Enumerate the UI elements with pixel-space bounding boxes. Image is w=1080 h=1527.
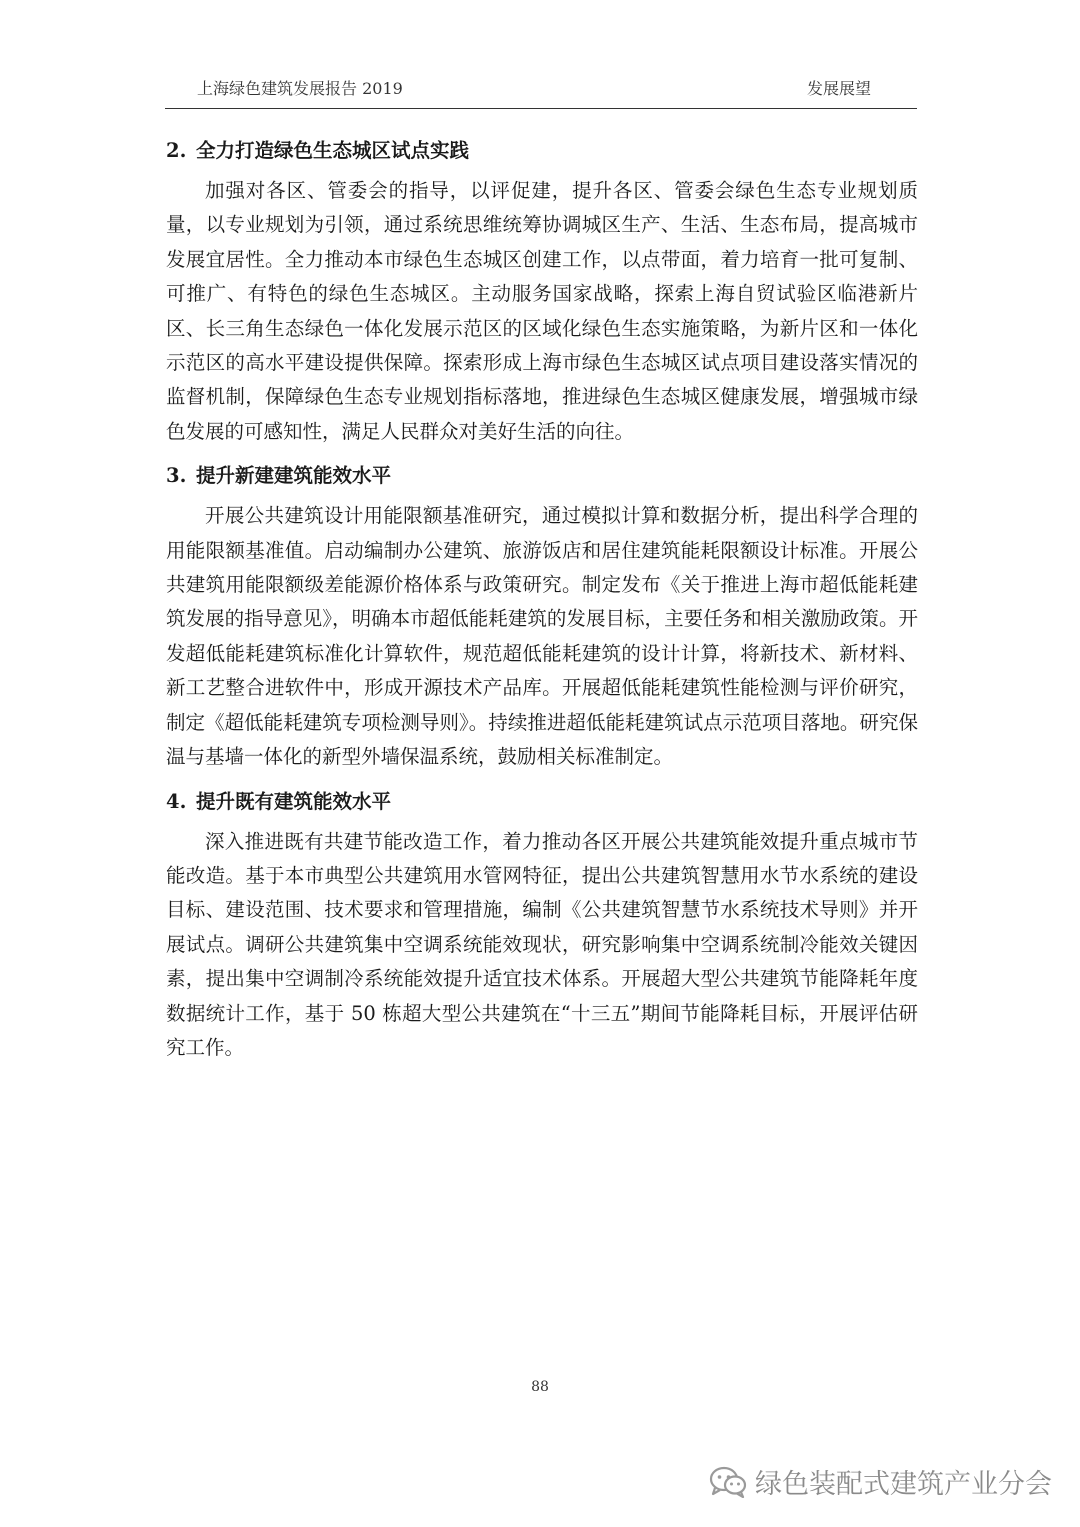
section-4 [166,783,918,1066]
section-heading [166,132,918,170]
section-heading [166,783,918,821]
section-paragraph: 加强对各区、管委会的指导，以评促建，提升各区、管委会绿色生态专业规划质量，以专业规划为引领，通过系统思维统筹协调城区生产、生活、生态布局，提高城市发展宜居性。全力推动本市绿色生态城区创建工作，以点带面，着力培育一批可复制、可推广、有特色的绿色生态城区。主动服务国家战略，探索上海自贸试验区临港新片区、长三角生态绿色一体化发展示范区的区域化绿色生态实施策略，为新片区和一体化示范区的高水平建设提供保障。探索形成上海市绿色生态城区试点项目建设落实情况的监督机制，保障绿色生态专业规划指标落地，推进绿色生态城区健康发展，增强城市绿色发展的可感知性，满足人民群众对美好生活的向往。 [166,179,918,443]
section-3 [166,457,918,774]
section-paragraph: 开展公共建筑设计用能限额基准研究，通过模拟计算和数据分析，提出科学合理的用能限额基准值。启动编制办公建筑、旅游饭店和居住建筑能耗限额设计标准。开展公共建筑用能限额级差能源价格体系与政策研究。制定发布《关于推进上海市超低能耗建筑发展的指导意见》，明确本市超低能耗建筑的发展目标，主要任务和相关激励政策。开发超低能耗建筑标准化计算软件，规范超低能耗建筑的设计计算，将新技术、新材料、新工艺整合进软件中，形成开源技术产品库。开展超低能耗建筑性能检测与评价研究，制定《超低能耗建筑专项检测导则》。持续推进超低能耗建筑试点示范项目落地。研究保温与基墙一体化的新型外墙保温系统，鼓励相关标准制定。 [166,504,918,769]
page-header [165,76,915,99]
section-title-text: 提升既有建筑能效水平 [196,789,392,813]
section-heading [166,457,918,495]
section-title-text: 提升新建建筑能效水平 [196,464,392,488]
section-2 [166,132,918,449]
header-chapter-title: 发展展望 [806,79,871,98]
section-number: 2. [166,139,187,162]
wechat-icon [709,1466,747,1498]
section-title-text: 全力打造绿色生态城区试点实践 [196,139,470,162]
section-paragraph: 深入推进既有共建节能改造工作，着力推动各区开展公共建筑能效提升重点城市节能改造。基于本市典型公共建筑用水管网特征，提出公共建筑智慧用水节水系统的建设目标、建设范围、技术要求和管理措施，编制《公共建筑智慧节水系统技术导则》并开展试点。调研公共建筑集中空调系统能效现状，研究影响集中空调系统制冷能效关键因素，提出集中空调制冷系统能效提升适宜技术体系。开展超大型公共建筑节能降耗年度数据统计工作，基于 50 栋超大型公共建筑在“十三五”期间节能降耗目标，开展评估研究工作。 [166,829,918,1059]
section-number: 4. [166,789,187,813]
watermark [709,1462,1052,1501]
watermark-text: 绿色装配式建筑产业分会 [755,1469,1052,1500]
header-report-title: 上海绿色建筑发展报告 2019 [197,79,403,98]
page-number: 88 [531,1379,549,1395]
header-rule [165,108,917,109]
section-number: 3. [166,464,187,488]
page-body [166,132,918,1073]
